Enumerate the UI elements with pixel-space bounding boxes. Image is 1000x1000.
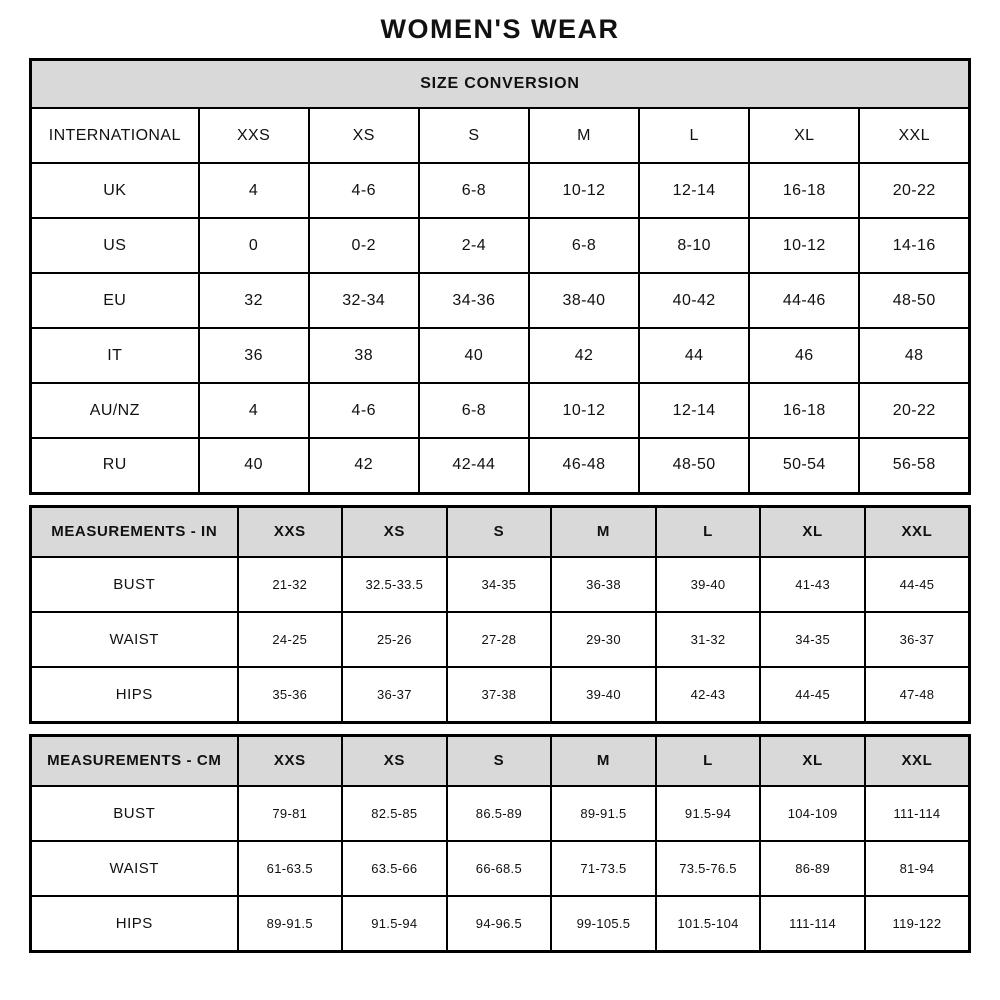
value-cell: 48: [859, 328, 969, 383]
column-header-xl: XL: [760, 735, 865, 786]
column-header-xxl: XXL: [865, 735, 970, 786]
value-cell: 79-81: [238, 786, 343, 841]
value-cell: 56-58: [859, 438, 969, 493]
value-cell: 6-8: [419, 383, 529, 438]
value-cell: 91.5-94: [342, 896, 447, 951]
value-cell: 36-38: [551, 557, 656, 612]
value-cell: 40: [199, 438, 309, 493]
row-label-eu: EU: [31, 273, 199, 328]
value-cell: 32: [199, 273, 309, 328]
table-row-bust: [31, 786, 970, 841]
value-cell: 10-12: [529, 163, 639, 218]
value-cell: 50-54: [749, 438, 859, 493]
value-cell: 63.5-66: [342, 841, 447, 896]
value-cell: 39-40: [656, 557, 761, 612]
table-row-eu: [31, 273, 970, 328]
column-header-measurements-in: MEASUREMENTS - IN: [31, 506, 238, 557]
column-header-row: [31, 735, 970, 786]
row-label-ru: RU: [31, 438, 199, 493]
table-row-hips: [31, 667, 970, 722]
value-cell: 8-10: [639, 218, 749, 273]
value-cell: 6-8: [529, 218, 639, 273]
value-cell: 44-45: [760, 667, 865, 722]
value-cell: 10-12: [749, 218, 859, 273]
value-cell: 86-89: [760, 841, 865, 896]
row-label-hips: HIPS: [31, 896, 238, 951]
column-header-xxl: XXL: [865, 506, 970, 557]
column-header-xs: XS: [309, 108, 419, 163]
value-cell: 86.5-89: [447, 786, 552, 841]
value-cell: 34-36: [419, 273, 529, 328]
table-row-us: [31, 218, 970, 273]
value-cell: 46-48: [529, 438, 639, 493]
row-label-bust: BUST: [31, 557, 238, 612]
value-cell: 61-63.5: [238, 841, 343, 896]
table-row-bust: [31, 557, 970, 612]
value-cell: 12-14: [639, 383, 749, 438]
row-label-it: IT: [31, 328, 199, 383]
column-header-xxs: XXS: [238, 506, 343, 557]
value-cell: 94-96.5: [447, 896, 552, 951]
column-header-l: L: [639, 108, 749, 163]
value-cell: 42: [309, 438, 419, 493]
value-cell: 6-8: [419, 163, 529, 218]
value-cell: 29-30: [551, 612, 656, 667]
table-row-ru: [31, 438, 970, 493]
measurements-cm-table: [29, 734, 971, 953]
row-label-hips: HIPS: [31, 667, 238, 722]
value-cell: 38: [309, 328, 419, 383]
column-header-l: L: [656, 735, 761, 786]
column-header-row: [31, 108, 970, 163]
size-conversion-banner-row: [31, 60, 970, 109]
value-cell: 34-35: [447, 557, 552, 612]
column-header-s: S: [419, 108, 529, 163]
value-cell: 32-34: [309, 273, 419, 328]
value-cell: 34-35: [760, 612, 865, 667]
table-row-it: [31, 328, 970, 383]
table-row-hips: [31, 896, 970, 951]
value-cell: 111-114: [865, 786, 970, 841]
column-header-measurements-cm: MEASUREMENTS - CM: [31, 735, 238, 786]
column-header-s: S: [447, 735, 552, 786]
value-cell: 91.5-94: [656, 786, 761, 841]
value-cell: 46: [749, 328, 859, 383]
column-header-xl: XL: [760, 506, 865, 557]
value-cell: 41-43: [760, 557, 865, 612]
value-cell: 42: [529, 328, 639, 383]
column-header-xs: XS: [342, 735, 447, 786]
value-cell: 2-4: [419, 218, 529, 273]
column-header-international: INTERNATIONAL: [31, 108, 199, 163]
table-row-waist: [31, 841, 970, 896]
value-cell: 36-37: [865, 612, 970, 667]
value-cell: 36: [199, 328, 309, 383]
value-cell: 104-109: [760, 786, 865, 841]
value-cell: 24-25: [238, 612, 343, 667]
value-cell: 42-44: [419, 438, 529, 493]
value-cell: 37-38: [447, 667, 552, 722]
value-cell: 82.5-85: [342, 786, 447, 841]
value-cell: 27-28: [447, 612, 552, 667]
value-cell: 31-32: [656, 612, 761, 667]
column-header-m: M: [529, 108, 639, 163]
size-conversion-table: [29, 58, 971, 495]
value-cell: 4-6: [309, 163, 419, 218]
value-cell: 32.5-33.5: [342, 557, 447, 612]
page-title: WOMEN'S WEAR: [380, 14, 620, 44]
value-cell: 25-26: [342, 612, 447, 667]
row-label-waist: WAIST: [31, 841, 238, 896]
column-header-l: L: [656, 506, 761, 557]
column-header-m: M: [551, 506, 656, 557]
value-cell: 99-105.5: [551, 896, 656, 951]
column-header-xl: XL: [749, 108, 859, 163]
value-cell: 47-48: [865, 667, 970, 722]
value-cell: 81-94: [865, 841, 970, 896]
column-header-m: M: [551, 735, 656, 786]
table-row-waist: [31, 612, 970, 667]
value-cell: 71-73.5: [551, 841, 656, 896]
value-cell: 38-40: [529, 273, 639, 328]
value-cell: 14-16: [859, 218, 969, 273]
table-row-au-nz: [31, 383, 970, 438]
table-row-uk: [31, 163, 970, 218]
row-label-au-nz: AU/NZ: [31, 383, 199, 438]
value-cell: 20-22: [859, 383, 969, 438]
value-cell: 44-46: [749, 273, 859, 328]
value-cell: 66-68.5: [447, 841, 552, 896]
value-cell: 119-122: [865, 896, 970, 951]
row-label-us: US: [31, 218, 199, 273]
value-cell: 4-6: [309, 383, 419, 438]
value-cell: 35-36: [238, 667, 343, 722]
value-cell: 48-50: [639, 438, 749, 493]
column-header-xxl: XXL: [859, 108, 969, 163]
value-cell: 89-91.5: [551, 786, 656, 841]
value-cell: 4: [199, 383, 309, 438]
value-cell: 12-14: [639, 163, 749, 218]
value-cell: 16-18: [749, 163, 859, 218]
value-cell: 20-22: [859, 163, 969, 218]
value-cell: 42-43: [656, 667, 761, 722]
measurements-in-table: [29, 505, 971, 724]
value-cell: 40: [419, 328, 529, 383]
row-label-bust: BUST: [31, 786, 238, 841]
column-header-xxs: XXS: [199, 108, 309, 163]
column-header-row: [31, 506, 970, 557]
value-cell: 44-45: [865, 557, 970, 612]
column-header-xxs: XXS: [238, 735, 343, 786]
value-cell: 101.5-104: [656, 896, 761, 951]
column-header-xs: XS: [342, 506, 447, 557]
value-cell: 89-91.5: [238, 896, 343, 951]
value-cell: 40-42: [639, 273, 749, 328]
value-cell: 39-40: [551, 667, 656, 722]
row-label-waist: WAIST: [31, 612, 238, 667]
value-cell: 73.5-76.5: [656, 841, 761, 896]
value-cell: 16-18: [749, 383, 859, 438]
value-cell: 21-32: [238, 557, 343, 612]
size-conversion-banner: SIZE CONVERSION: [31, 60, 970, 109]
column-header-s: S: [447, 506, 552, 557]
row-label-uk: UK: [31, 163, 199, 218]
value-cell: 0-2: [309, 218, 419, 273]
value-cell: 0: [199, 218, 309, 273]
value-cell: 48-50: [859, 273, 969, 328]
value-cell: 111-114: [760, 896, 865, 951]
value-cell: 44: [639, 328, 749, 383]
value-cell: 10-12: [529, 383, 639, 438]
value-cell: 4: [199, 163, 309, 218]
value-cell: 36-37: [342, 667, 447, 722]
